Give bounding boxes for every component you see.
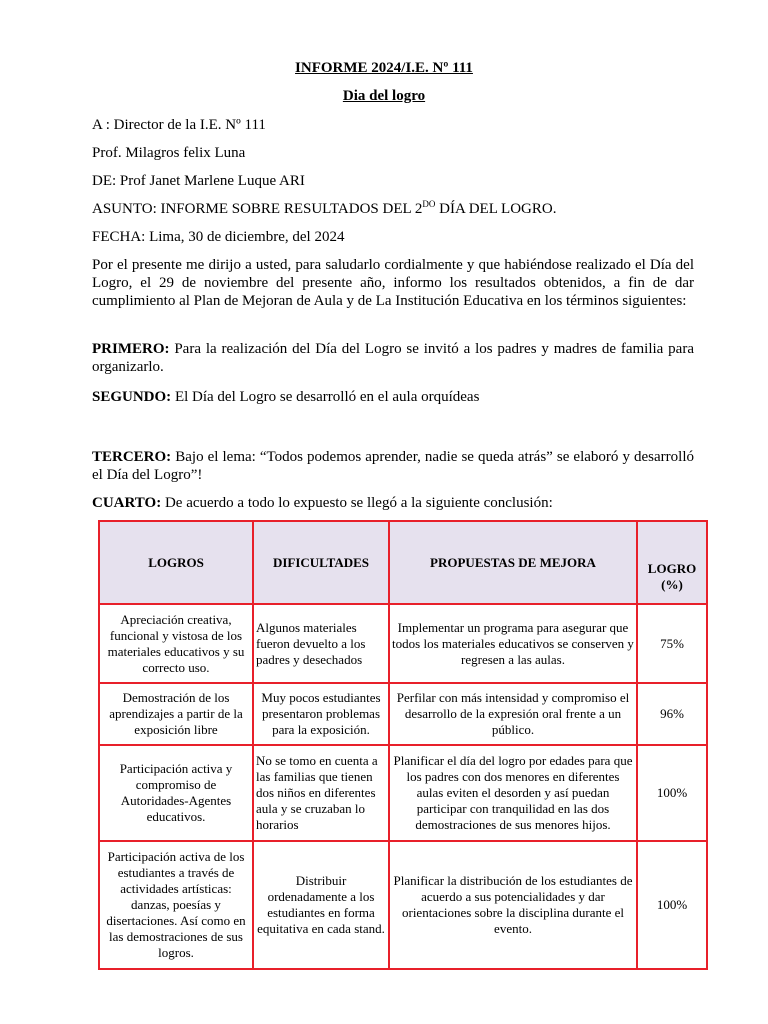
cell-propuesta: Implementar un programa para asegurar que todos los materiales educativos se conserven y regresen a las aulas.	[389, 604, 637, 683]
header-propuestas: PROPUESTAS DE MEJORA	[389, 521, 637, 604]
cell-percent: 96%	[637, 683, 707, 745]
cuarto-text: De acuerdo a todo lo expuesto se llegó a la siguiente conclusión:	[161, 495, 553, 511]
cell-percent: 100%	[637, 745, 707, 841]
cell-percent: 100%	[637, 841, 707, 969]
tercero-paragraph	[92, 448, 694, 484]
primero-paragraph	[92, 340, 694, 376]
table-row	[99, 604, 707, 683]
cell-propuesta: Planificar la distribución de los estudiantes de acuerdo a sus potencialidades y dar orientaciones sobre la disciplina durante el evento.	[389, 841, 637, 969]
table-header-row	[99, 521, 707, 604]
report-title: INFORME 2024/I.E. Nº 111	[295, 60, 473, 76]
primero-label: PRIMERO:	[92, 341, 170, 357]
segundo-text: El Día del Logro se desarrolló en el aula orquídeas	[171, 389, 480, 405]
subject-post: DÍA DEL LOGRO.	[435, 201, 557, 217]
cell-dificultad: Muy pocos estudiantes presentaron problemas para la exposición.	[253, 683, 389, 745]
cell-dificultad: Distribuir ordenadamente a los estudiantes en forma equitativa en cada stand.	[253, 841, 389, 969]
cell-dificultad: Algunos materiales fueron devuelto a los padres y desechados	[253, 604, 389, 683]
cell-logro: Participación activa y compromiso de Autoridades-Agentes educativos.	[99, 745, 253, 841]
cell-dificultad: No se tomo en cuenta a las familias que tienen dos niños en diferentes aula y se cruzaban lo horarios	[253, 745, 389, 841]
segundo-paragraph	[92, 388, 694, 406]
subject-sup: DO	[422, 199, 436, 209]
cell-logro: Participación activa de los estudiantes a través de actividades artísticas: danzas, poesías y disertaciones. Así como en las demostraciones de sus logros.	[99, 841, 253, 969]
table-row	[99, 683, 707, 745]
tercero-text: Bajo el lema: “Todos podemos aprender, nadie se queda atrás” se elaboró y desarrolló el Día del Logro”!	[92, 449, 694, 483]
cell-percent: 75%	[637, 604, 707, 683]
cell-propuesta: Planificar el día del logro por edades para que los padres con dos menores en diferentes aulas eviten el desorden y así puedan participar con tranquilidad en las dos demostraciones de sus menores hijos.	[389, 745, 637, 841]
tercero-label: TERCERO:	[92, 449, 172, 465]
intro-paragraph: Por el presente me dirijo a usted, para saludarlo cordialmente y que habiéndose realizado el Día del Logro, el 29 de noviembre del presente año, informo los resultados obtenidos, a fin de dar cumplimiento al Plan de Mejoran de Aula y de La Institución Educativa en los términos siguientes:	[92, 257, 694, 309]
header-dificultades: DIFICULTADES	[253, 521, 389, 604]
date-line: FECHA: Lima, 30 de diciembre, del 2024	[92, 229, 345, 245]
cell-logro: Demostración de los aprendizajes a partir de la exposición libre	[99, 683, 253, 745]
header-logros: LOGROS	[99, 521, 253, 604]
cuarto-paragraph	[92, 494, 694, 512]
to-line: A : Director de la I.E. Nº 111	[92, 117, 266, 133]
subject-pre: ASUNTO: INFORME SOBRE RESULTADOS DEL 2	[92, 201, 423, 217]
from-line: DE: Prof Janet Marlene Luque ARI	[92, 173, 305, 189]
primero-text: Para la realización del Día del Logro se invitó a los padres y madres de familia para organizarlo.	[92, 341, 694, 375]
header-logro-percent: LOGRO (%)	[637, 521, 707, 604]
table-row	[99, 841, 707, 969]
cuarto-label: CUARTO:	[92, 495, 162, 511]
conclusion-table	[98, 520, 708, 970]
table-row	[99, 745, 707, 841]
cell-logro: Apreciación creativa, funcional y vistosa de los materiales educativos y su correcto uso.	[99, 604, 253, 683]
name-line: Prof. Milagros felix Luna	[92, 145, 246, 161]
report-subtitle: Dia del logro	[342, 88, 426, 104]
subject-line	[92, 200, 694, 218]
segundo-label: SEGUNDO:	[92, 389, 172, 405]
cell-propuesta: Perfilar con más intensidad y compromiso el desarrollo de la expresión oral frente a un público.	[389, 683, 637, 745]
